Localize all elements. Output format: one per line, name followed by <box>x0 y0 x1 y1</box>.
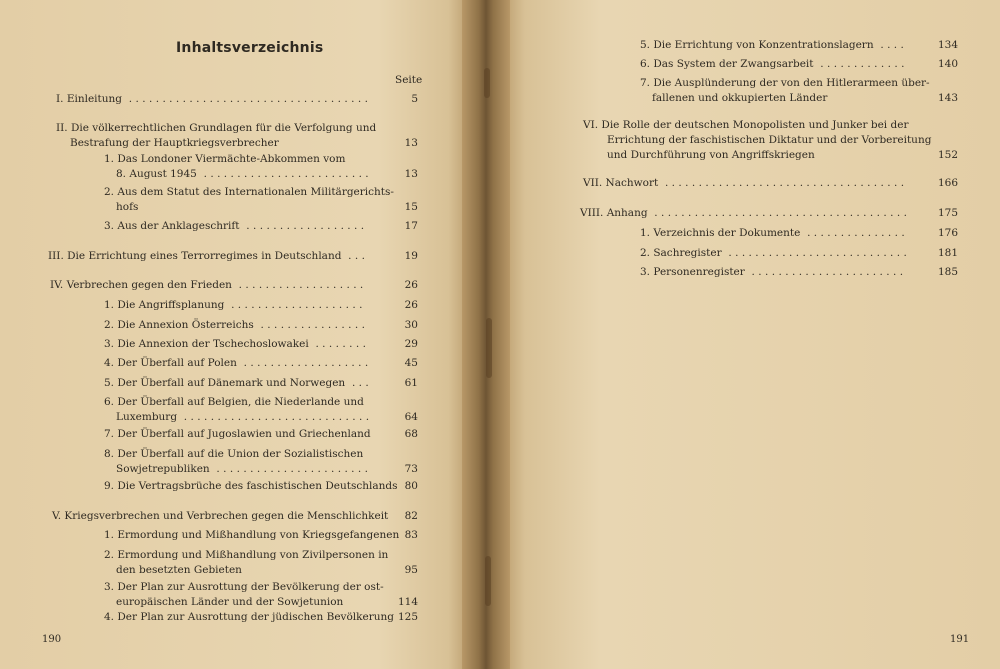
toc-entry <box>640 57 908 72</box>
toc-page-number: 176 <box>937 227 958 239</box>
toc-entry <box>50 278 367 293</box>
leader-dots: ....................... <box>744 266 907 278</box>
toc-entry <box>104 318 368 333</box>
toc-entry-text: IV. Verbrechen gegen den Frieden ................... <box>50 279 367 291</box>
toc-entry-text: 7. Die Ausplünderung der von den Hitlerarmeen über- <box>640 77 930 89</box>
toc-entry-text: 2. Sachregister ........................... <box>640 247 911 259</box>
toc-entry <box>640 76 930 106</box>
toc-page-number: 185 <box>937 266 958 278</box>
toc-entry-text: 6. Der Überfall auf Belgien, die Niederlande und <box>104 396 364 408</box>
toc-entry <box>104 298 366 313</box>
toc-page-number: 140 <box>937 58 958 70</box>
toc-entry-text: 4. Der Plan zur Ausrottung der jüdischen Bevölkerung <box>104 611 394 623</box>
toc-page-number: 175 <box>937 207 958 219</box>
toc-page-number: 19 <box>404 250 418 262</box>
leader-dots: ............... <box>800 227 909 239</box>
toc-entry-text: 7. Der Überfall auf Jugoslawien und Griechenland <box>104 428 371 440</box>
leader-dots: ............................ <box>177 411 373 423</box>
toc-entry <box>104 610 394 625</box>
right-page-number: 191 <box>950 634 970 645</box>
toc-entry-text: 4. Der Überfall auf Polen ................... <box>104 357 372 369</box>
leader-dots: .... <box>873 39 908 51</box>
leader-dots: ...................................... <box>647 207 911 219</box>
toc-page-number: 80 <box>404 480 418 492</box>
left-page-number: 190 <box>42 634 62 645</box>
page-column-label: Seite <box>395 74 423 86</box>
leader-dots: ........................... <box>721 247 911 259</box>
toc-entry-text: 3. Der Plan zur Ausrottung der Bevölkerung der ost- <box>104 581 384 593</box>
toc-page-number: 143 <box>937 92 958 104</box>
toc-page-number: 5 <box>411 93 418 105</box>
toc-entry-text: II. Die völkerrechtlichen Grundlagen für die Verfolgung und <box>56 122 377 134</box>
toc-entry-text: 3. Personenregister ....................... <box>640 266 907 278</box>
toc-entry <box>640 226 908 241</box>
toc-entry-text: 1. Die Angriffsplanung .................... <box>104 299 366 311</box>
toc-page-number: 125 <box>397 611 418 623</box>
toc-entry-text: III. Die Errichtung eines Terrorregimes in Deutschland ... <box>48 250 369 262</box>
toc-page-number: 26 <box>404 299 418 311</box>
toc-entry <box>104 548 388 578</box>
toc-entry-text: 6. Das System der Zwangsarbeit ............. <box>640 58 908 70</box>
leader-dots: .................... <box>224 299 366 311</box>
toc-entry <box>104 185 394 215</box>
toc-entry-text: VI. Die Rolle der deutschen Monopolisten und Junker bei der <box>583 119 909 131</box>
toc-page-number: 64 <box>404 411 418 423</box>
toc-page-number: 30 <box>404 319 418 331</box>
toc-entry-text: I. Einleitung .................................... <box>56 93 372 105</box>
toc-entry <box>104 219 368 234</box>
toc-entry <box>104 337 369 352</box>
toc-entry <box>104 447 371 477</box>
toc-entry <box>583 176 908 191</box>
toc-page-number: 95 <box>404 564 418 576</box>
toc-entry-text: VII. Nachwort .................................... <box>583 177 908 189</box>
toc-entry-text: 3. Aus der Anklageschrift .................. <box>104 220 368 232</box>
toc-entry <box>580 206 910 221</box>
toc-entry-text: 1. Das Londoner Viermächte-Abkommen vom <box>104 153 346 165</box>
toc-entry <box>56 121 376 151</box>
toc-entry-text: Bestrafung der Hauptkriegsverbrecher <box>70 137 279 149</box>
toc-title: Inhaltsverzeichnis <box>176 40 324 56</box>
binding-stain <box>484 68 490 98</box>
toc-entry-text: hofs <box>116 201 139 213</box>
toc-page-number: 13 <box>404 137 418 149</box>
toc-page-number: 45 <box>404 357 418 369</box>
binding-stain <box>486 318 492 378</box>
toc-entry-text: 1. Ermordung und Mißhandlung von Kriegsgefangenen <box>104 529 400 541</box>
leader-dots: ... <box>341 250 369 262</box>
toc-entry <box>104 356 372 371</box>
toc-page-number: 181 <box>937 247 958 259</box>
toc-entry-text: V. Kriegsverbrechen und Verbrechen gegen die Menschlichkeit <box>52 510 389 522</box>
toc-page-number: 26 <box>404 279 418 291</box>
toc-entry-text: Luxemburg ............................ <box>116 411 373 423</box>
toc-page-number: 61 <box>404 377 418 389</box>
toc-entry <box>583 118 931 163</box>
toc-entry <box>52 509 388 524</box>
toc-page-number: 29 <box>404 338 418 350</box>
toc-page-number: 166 <box>937 177 958 189</box>
toc-entry-text: europäischen Länder und der Sowjetunion <box>116 596 344 608</box>
toc-page-number: 83 <box>404 529 418 541</box>
leader-dots: ... <box>345 377 373 389</box>
toc-entry-text: 8. August 1945 ......................... <box>116 168 373 180</box>
toc-entry <box>104 479 398 494</box>
toc-entry <box>104 580 384 610</box>
toc-entry <box>640 38 907 53</box>
leader-dots: ............. <box>813 58 908 70</box>
toc-entry <box>640 265 907 280</box>
leader-dots: ................... <box>236 357 372 369</box>
toc-entry <box>104 376 372 391</box>
toc-entry-text: 3. Die Annexion der Tschechoslowakei ........ <box>104 338 370 350</box>
toc-entry-text: 9. Die Vertragsbrüche des faschistischen Deutschlands <box>104 480 398 492</box>
toc-entry-text: 1. Verzeichnis der Dokumente ............... <box>640 227 909 239</box>
toc-entry <box>48 249 368 264</box>
leader-dots: ................... <box>231 279 367 291</box>
leader-dots: .................................... <box>658 177 908 189</box>
toc-entry-text: fallenen und okkupierten Länder <box>652 92 828 104</box>
toc-page-number: 134 <box>937 39 958 51</box>
toc-entry-text: Errichtung der faschistischen Diktatur und der Vorbereitung <box>607 134 932 146</box>
toc-entry-text: 2. Aus dem Statut des Internationalen Militärgerichts- <box>104 186 394 198</box>
leader-dots: ........ <box>308 338 370 350</box>
toc-page-number: 73 <box>404 463 418 475</box>
toc-page-number: 17 <box>404 220 418 232</box>
toc-page-number: 68 <box>404 428 418 440</box>
toc-entry-text: VIII. Anhang ...................................... <box>580 207 911 219</box>
toc-entry <box>104 152 372 182</box>
toc-entry <box>56 92 371 107</box>
toc-page-number: 82 <box>404 510 418 522</box>
leader-dots: ................ <box>253 319 369 331</box>
leader-dots: ....................... <box>209 463 372 475</box>
toc-entry-text: 2. Ermordung und Mißhandlung von Zivilpersonen in <box>104 549 389 561</box>
binding-stain <box>485 556 491 606</box>
leader-dots: .................. <box>239 220 368 232</box>
toc-entry-text: 5. Der Überfall auf Dänemark und Norwegen ... <box>104 377 373 389</box>
leader-dots: .................................... <box>122 93 372 105</box>
toc-entry-text: Sowjetrepubliken ....................... <box>116 463 372 475</box>
toc-entry-text: 8. Der Überfall auf die Union der Sozialistischen <box>104 448 364 460</box>
toc-entry-text: 2. Die Annexion Österreichs ................ <box>104 319 369 331</box>
toc-entry <box>104 395 372 425</box>
toc-page-number: 15 <box>404 201 418 213</box>
toc-entry <box>104 528 399 543</box>
toc-page-number: 13 <box>404 168 418 180</box>
toc-entry-text: und Durchführung von Angriffskriegen <box>607 149 815 161</box>
toc-entry <box>104 427 371 442</box>
toc-entry-text: den besetzten Gebieten <box>116 564 242 576</box>
toc-entry-text: 5. Die Errichtung von Konzentrationslagern .... <box>640 39 908 51</box>
toc-page-number: 114 <box>397 596 418 608</box>
toc-page-number: 152 <box>937 149 958 161</box>
leader-dots: ......................... <box>196 168 373 180</box>
toc-entry <box>640 246 910 261</box>
